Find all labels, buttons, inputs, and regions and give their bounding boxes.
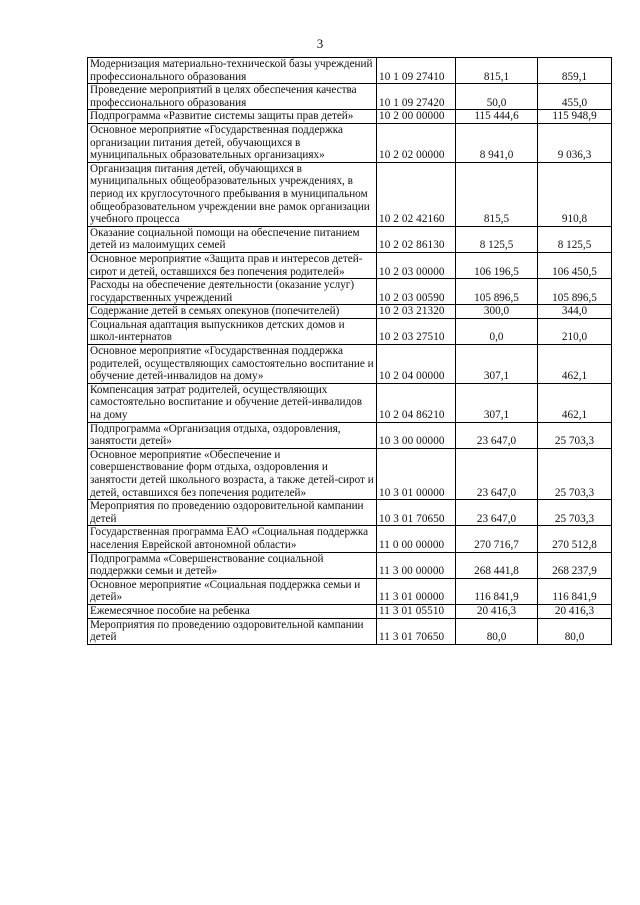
row-value-2: 462,1: [538, 345, 612, 384]
row-name: Проведение мероприятий в целях обеспечения качества профессионального образования: [88, 84, 377, 110]
row-value-1: 8 941,0: [456, 123, 538, 162]
row-value-1: 106 196,5: [456, 252, 538, 278]
row-value-2: 455,0: [538, 84, 612, 110]
row-value-2: 859,1: [538, 58, 612, 84]
row-code: 10 2 03 00000: [377, 252, 456, 278]
row-value-1: 116 841,9: [456, 578, 538, 604]
row-code: 11 3 00 00000: [377, 552, 456, 578]
table-row: [88, 84, 612, 110]
row-code: 10 2 03 27510: [377, 318, 456, 344]
table-row: [88, 110, 612, 124]
table-row: [88, 252, 612, 278]
row-value-1: 23 647,0: [456, 422, 538, 448]
row-value-1: 50,0: [456, 84, 538, 110]
row-code: 10 2 04 86210: [377, 383, 456, 422]
row-name: Основное мероприятие «Социальная поддержка семьи и детей»: [88, 578, 377, 604]
row-name: Социальная адаптация выпускников детских домов и школ-интернатов: [88, 318, 377, 344]
row-name: Компенсация затрат родителей, осуществляющих самостоятельно воспитание и обучение детей-инвалидов на дому: [88, 383, 377, 422]
row-name: Ежемесячное пособие на ребенка: [88, 604, 377, 618]
row-name: Основное мероприятие «Обеспечение и совершенствование форм отдыха, оздоровления и занятости детей школьного возраста, а также детей-сирот и детей, оставшихся без попечения родителей»: [88, 448, 377, 499]
row-value-1: 268 441,8: [456, 552, 538, 578]
row-name: Организация питания детей, обучающихся в муниципальных общеобразовательных учреждениях, в период их круглосуточного пребывания в муниципальном общеобразовательном учреждении вне рамок организации учебного процесса: [88, 162, 377, 226]
row-code: 10 1 09 27420: [377, 84, 456, 110]
row-value-1: 815,5: [456, 162, 538, 226]
row-code: 11 0 00 00000: [377, 526, 456, 552]
row-value-2: 25 703,3: [538, 448, 612, 499]
table-row: [88, 422, 612, 448]
row-name: Подпрограмма «Организация отдыха, оздоровления, занятости детей»: [88, 422, 377, 448]
row-value-1: 307,1: [456, 383, 538, 422]
row-code: 10 3 01 70650: [377, 500, 456, 526]
row-name: Оказание социальной помощи на обеспечение питанием детей из малоимущих семей: [88, 226, 377, 252]
row-value-2: 344,0: [538, 305, 612, 319]
page-number: 3: [316, 36, 324, 51]
table-row: [88, 226, 612, 252]
row-name: Подпрограмма «Совершенствование социальной поддержки семьи и детей»: [88, 552, 377, 578]
row-code: 10 2 03 21320: [377, 305, 456, 319]
row-name: Основное мероприятие «Защита прав и интересов детей-сирот и детей, оставшихся без попечения родителей»: [88, 252, 377, 278]
row-name: Основное мероприятие «Государственная поддержка родителей, осуществляющих самостоятельно воспитание и обучение детей-инвалидов на дому»: [88, 345, 377, 384]
row-value-2: 80,0: [538, 618, 612, 644]
row-value-1: 80,0: [456, 618, 538, 644]
row-value-2: 105 896,5: [538, 279, 612, 305]
row-value-1: 23 647,0: [456, 448, 538, 499]
row-value-2: 210,0: [538, 318, 612, 344]
row-value-1: 307,1: [456, 345, 538, 384]
row-value-2: 116 841,9: [538, 578, 612, 604]
row-value-2: 270 512,8: [538, 526, 612, 552]
row-value-2: 20 416,3: [538, 604, 612, 618]
row-value-1: 8 125,5: [456, 226, 538, 252]
table-row: [88, 448, 612, 499]
table-row: [88, 123, 612, 162]
row-code: 10 2 02 00000: [377, 123, 456, 162]
row-value-2: 115 948,9: [538, 110, 612, 124]
row-value-2: 910,8: [538, 162, 612, 226]
row-code: 11 3 01 00000: [377, 578, 456, 604]
row-code: 11 3 01 05510: [377, 604, 456, 618]
row-name: Расходы на обеспечение деятельности (оказание услуг) государственных учреждений: [88, 279, 377, 305]
row-name: Модернизация материально-технической базы учреждений профессионального образования: [88, 58, 377, 84]
row-name: Содержание детей в семьях опекунов (попечителей): [88, 305, 377, 319]
row-value-1: 300,0: [456, 305, 538, 319]
row-value-2: 25 703,3: [538, 500, 612, 526]
table-row: [88, 318, 612, 344]
row-value-2: 106 450,5: [538, 252, 612, 278]
row-value-1: 815,1: [456, 58, 538, 84]
row-name: Мероприятия по проведению оздоровительной кампании детей: [88, 618, 377, 644]
table-row: [88, 279, 612, 305]
table-row: [88, 58, 612, 84]
table-row: [88, 383, 612, 422]
table-row: [88, 552, 612, 578]
row-name: Основное мероприятие «Государственная поддержка организации питания детей, обучающихся в муниципальных образовательных организациях»: [88, 123, 377, 162]
budget-table: [87, 57, 612, 645]
table-row: [88, 500, 612, 526]
row-code: 10 2 03 00590: [377, 279, 456, 305]
row-code: 10 1 09 27410: [377, 58, 456, 84]
row-value-2: 9 036,3: [538, 123, 612, 162]
row-value-1: 270 716,7: [456, 526, 538, 552]
row-code: 10 2 00 00000: [377, 110, 456, 124]
row-name: Государственная программа ЕАО «Социальная поддержка населения Еврейской автономной области»: [88, 526, 377, 552]
table-row: [88, 305, 612, 319]
row-value-2: 462,1: [538, 383, 612, 422]
row-code: 10 2 02 86130: [377, 226, 456, 252]
row-value-1: 20 416,3: [456, 604, 538, 618]
row-code: 10 2 02 42160: [377, 162, 456, 226]
row-value-2: 268 237,9: [538, 552, 612, 578]
row-value-2: 8 125,5: [538, 226, 612, 252]
table-row: [88, 526, 612, 552]
row-name: Мероприятия по проведению оздоровительной кампании детей: [88, 500, 377, 526]
row-value-1: 105 896,5: [456, 279, 538, 305]
row-value-2: 25 703,3: [538, 422, 612, 448]
table-row: [88, 345, 612, 384]
row-value-1: 23 647,0: [456, 500, 538, 526]
table-row: [88, 162, 612, 226]
table-row: [88, 618, 612, 644]
table-row: [88, 604, 612, 618]
row-name: Подпрограмма «Развитие системы защиты прав детей»: [88, 110, 377, 124]
row-code: 10 2 04 00000: [377, 345, 456, 384]
row-code: 11 3 01 70650: [377, 618, 456, 644]
table-row: [88, 578, 612, 604]
row-value-1: 115 444,6: [456, 110, 538, 124]
row-code: 10 3 00 00000: [377, 422, 456, 448]
row-value-1: 0,0: [456, 318, 538, 344]
row-code: 10 3 01 00000: [377, 448, 456, 499]
